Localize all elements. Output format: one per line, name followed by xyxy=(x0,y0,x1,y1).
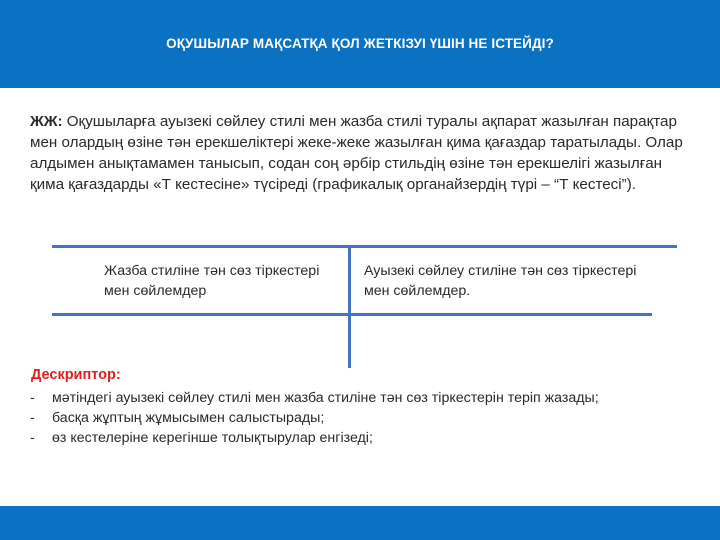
descriptor-item-text: мәтіндегі ауызекі сөйлеу стилі мен жазба стиліне тән сөз тіркестерін теріп жазады; xyxy=(52,390,599,406)
t-chart-right-header: Ауызекі сөйлеу стиліне тән сөз тіркестері мен сөйлемдер. xyxy=(364,263,637,299)
t-chart-header-line xyxy=(52,313,652,316)
list-item xyxy=(30,408,693,428)
dash-bullet: - xyxy=(30,430,35,446)
t-chart-divider xyxy=(348,246,351,368)
intro-label: ЖЖ: xyxy=(30,113,63,130)
dash-bullet: - xyxy=(30,390,35,406)
header-banner xyxy=(0,0,720,88)
footer-band xyxy=(0,506,720,540)
t-chart-top-line xyxy=(52,245,677,248)
slide-title: ОҚУШЫЛАР МАҚСАТҚА ҚОЛ ЖЕТКІЗУІ ҮШІН НЕ ІСТЕЙДІ? xyxy=(166,36,554,51)
t-chart-left-header: Жазба стиліне тән сөз тіркестері мен сөйлемдер xyxy=(104,263,320,299)
intro-text: Оқушыларға ауызекі сөйлеу стилі мен жазба стилі туралы ақпарат жазылған парақтар мен олардың өзіне тән ерекшеліктері жеке-жеке жазылған қима қағаздар таратылады. Олар алдымен анықтамамен танысып, содан соң әрбір стильдің өзіне тән ерекшелігі жазылған қима қағаздарды «Т кестесіне» түсіреді (графикалық органайзердің түрі – “Т кестесі”). xyxy=(30,113,683,193)
descriptor-item-text: басқа жұптың жұмысымен салыстырады; xyxy=(52,410,325,426)
dash-bullet: - xyxy=(30,410,35,426)
descriptor-title: Дескриптор: xyxy=(31,367,121,383)
descriptor-item-text: өз кестелеріне керегінше толықтырулар енгізеді; xyxy=(52,430,373,446)
descriptor-list xyxy=(30,388,693,448)
intro-paragraph xyxy=(30,111,695,195)
list-item xyxy=(30,428,693,448)
list-item xyxy=(30,388,693,408)
